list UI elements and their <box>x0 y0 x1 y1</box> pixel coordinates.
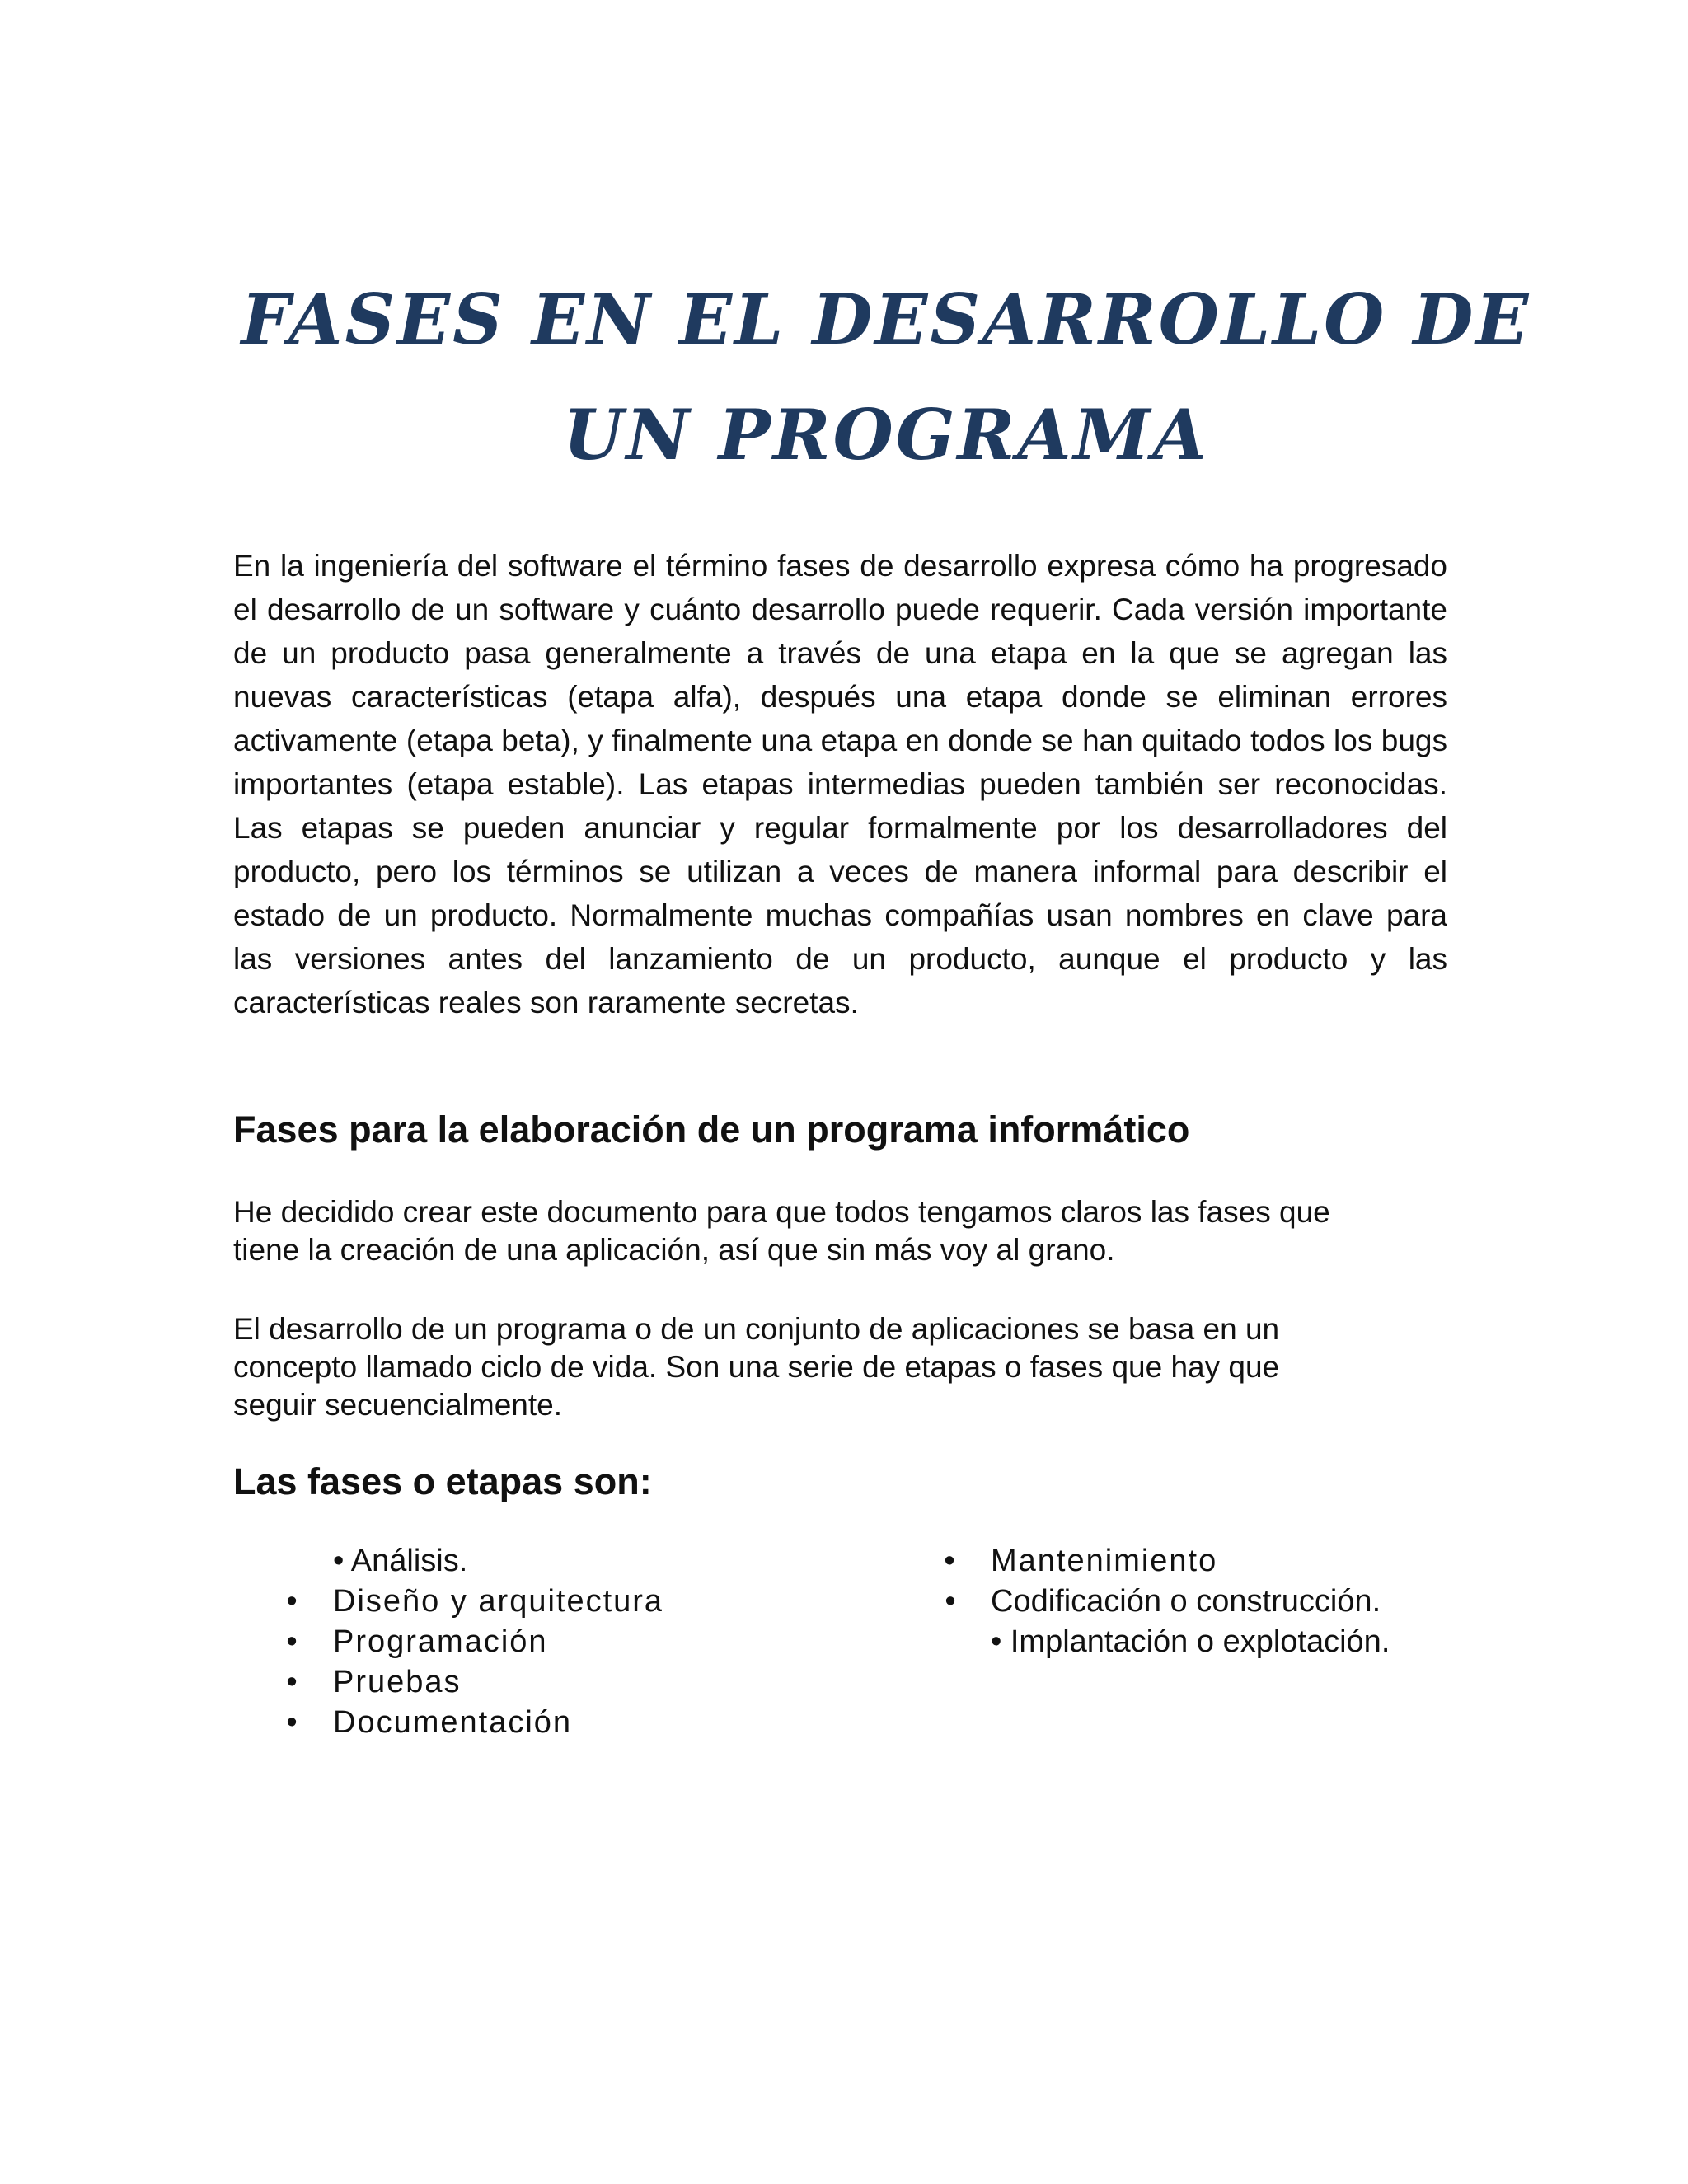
paragraph-life-cycle-line-1: El desarrollo de un programa o de un conjunto de aplicaciones se basa en un <box>233 1312 1280 1346</box>
paragraph-life-cycle-line-3: seguir secuencialmente. <box>233 1388 562 1422</box>
list-item <box>280 1582 663 1622</box>
list-item-text: Programación <box>333 1624 548 1659</box>
list-item-text: Pruebas <box>333 1665 462 1699</box>
list-item <box>280 1622 663 1662</box>
list-item <box>938 1541 1390 1582</box>
bullet-icon: • <box>944 1544 957 1578</box>
list-item-text: • Análisis. <box>333 1544 468 1578</box>
title-line-1: FASES EN EL DESARROLLO DE <box>241 279 1531 360</box>
list-item-text: • Implantación o explotación. <box>991 1624 1390 1659</box>
bullet-icon: • <box>945 1584 956 1619</box>
section-heading-stages: Las fases o etapas son: <box>233 1460 652 1502</box>
stages-list-left <box>280 1541 663 1743</box>
title-line-2: UN PROGRAMA <box>563 394 1209 476</box>
list-item-text: Documentación <box>333 1705 573 1740</box>
paragraph-purpose-line-2: tiene la creación de una aplicación, así que sin más voy al grano. <box>233 1233 1115 1267</box>
document-title <box>165 262 1607 493</box>
paragraph-purpose-line-1: He decidido crear este documento para que todos tengamos claros las fases que <box>233 1195 1330 1229</box>
list-item <box>938 1582 1390 1622</box>
list-item-text: Codificación o construcción. <box>991 1584 1381 1619</box>
paragraph-purpose <box>233 1193 1470 1269</box>
list-item <box>280 1541 663 1582</box>
bullet-icon: • <box>286 1584 299 1619</box>
list-item <box>280 1662 663 1703</box>
list-item <box>938 1622 1390 1662</box>
paragraph-life-cycle <box>233 1310 1470 1424</box>
section-heading-phases: Fases para la elaboración de un programa informático <box>233 1108 1190 1151</box>
list-item-text: Diseño y arquitectura <box>333 1584 664 1619</box>
bullet-icon: • <box>286 1624 299 1659</box>
bullet-icon: • <box>286 1665 299 1699</box>
stages-list-right <box>938 1541 1390 1662</box>
intro-paragraph: En la ingeniería del software el término fases de desarrollo expresa cómo ha progresado el desarrollo de un software y cuánto desarrollo puede requerir. Cada versión importante de un producto pasa generalmente a través de una etapa en la que se agregan las nuevas características (etapa alfa), después una etapa donde se eliminan errores activamente (etapa beta), y finalmente una etapa en donde se han quitado todos los bugs importantes (etapa estable). Las etapas intermedias pueden también ser reconocidas. Las etapas se pueden anunciar y regular formalmente por los desarrolladores del producto, pero los términos se utilizan a veces de manera informal para describir el estado de un producto. Normalmente muchas compañías usan nombres en clave para las versiones antes del lanzamiento de un producto, aunque el producto y las características reales son raramente secretas. <box>233 549 1447 1019</box>
list-item <box>280 1703 663 1743</box>
paragraph-life-cycle-line-2: concepto llamado ciclo de vida. Son una serie de etapas o fases que hay que <box>233 1350 1280 1384</box>
list-item-text: Mantenimiento <box>991 1544 1218 1578</box>
bullet-icon: • <box>286 1705 299 1740</box>
